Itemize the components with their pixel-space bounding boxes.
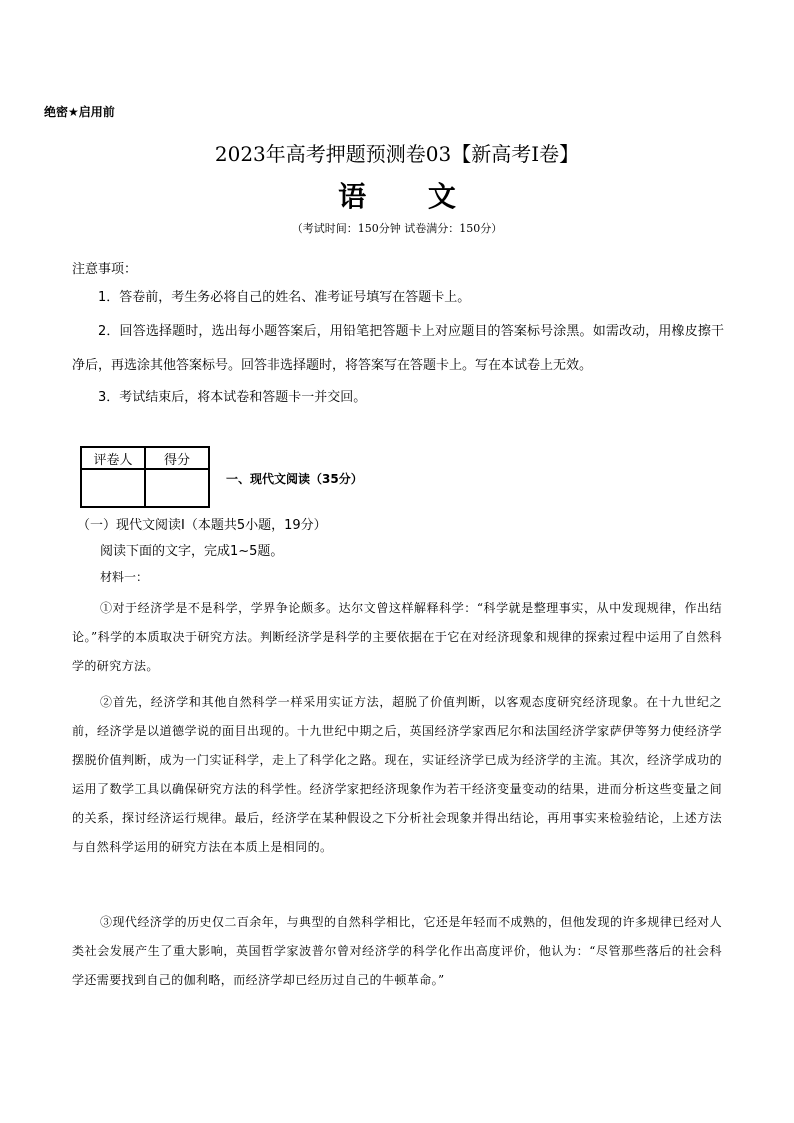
reading-instruction: 阅读下面的文字，完成1~5题。 xyxy=(100,544,284,559)
material-label: 材料一： xyxy=(100,570,149,584)
exam-info: （考试时间：150分钟 试卷满分：150分） xyxy=(291,222,503,235)
notes-heading: 注意事项： xyxy=(72,262,138,277)
passage-paragraph-2: ②首先，经济学和其他自然科学一样采用实证方法，超脱了价值判断，以客观态度研究经济现象。在十九世纪之前，经济学是以道德学说的面目出现的。十九世纪中期之后，英国经济学家西尼尔和法国经济学家萨伊等努力使经济学摆脱价值判断，成为一门实证科学，走上了科学化之路。现在，实证经济学已成为经济学的主流。其次，经济学成功的运用了数学工具以确保研究方法的科学性。经济学家把经济现象作为若干经济变量变动的结果，进而分析这些变量之间的关系，探讨经济运行规律。最后，经济学在某种假设之下分析社会现象并得出结论，再用事实来检验结论，上述方法与自然科学运用的研究方法在本质上是相同的。 xyxy=(72,695,722,854)
grader-header: 评卷人 xyxy=(81,447,145,469)
note-item-1: 1．答卷前，考生务必将自己的姓名、准考证号填写在答题卡上。 xyxy=(98,290,471,305)
note-item-2: 2．回答选择题时，选出每小题答案后，用铅笔把答题卡上对应题目的答案标号涂黑。如需改动，用橡皮擦干净后，再选涂其他答案标号。回答非选择题时，将答案写在答题卡上。写在本试卷上无效。 xyxy=(72,324,724,373)
section-heading: 一、现代文阅读（35分） xyxy=(226,472,363,486)
grader-cell xyxy=(81,469,145,507)
passage-paragraph-1: ①对于经济学是不是科学，学界争论颇多。达尔文曾这样解释科学：“科学就是整理事实，从中发现规律，作出结论。”科学的本质取决于研究方法。判断经济学是科学的主要依据在于它在对经济现象和规律的探索过程中运用了自然科学的研究方法。 xyxy=(72,601,722,673)
passage-paragraph-3: ③现代经济学的历史仅二百余年，与典型的自然科学相比，它还是年轻而不成熟的，但他发现的许多规律已经对人类社会发展产生了重大影响，英国哲学家波普尔曾对经济学的科学化作出高度评价，他认为：“尽管那些落后的社会科学还需要找到自己的伽利略，而经济学却已经历过自己的牛顿革命。” xyxy=(72,915,722,987)
score-header: 得分 xyxy=(145,447,209,469)
score-table xyxy=(80,446,210,508)
score-cell xyxy=(145,469,209,507)
exam-title: 2023年高考押题预测卷03【新高考I卷】 xyxy=(214,142,580,166)
note-item-3: 3．考试结束后，将本试卷和答题卡一并交回。 xyxy=(98,390,367,405)
confidential-label: 绝密★启用前 xyxy=(44,105,115,119)
subsection-heading: （一）现代文阅读Ⅰ（本题共5小题，19分） xyxy=(77,518,327,533)
subject-title: 语 文 xyxy=(338,180,482,213)
